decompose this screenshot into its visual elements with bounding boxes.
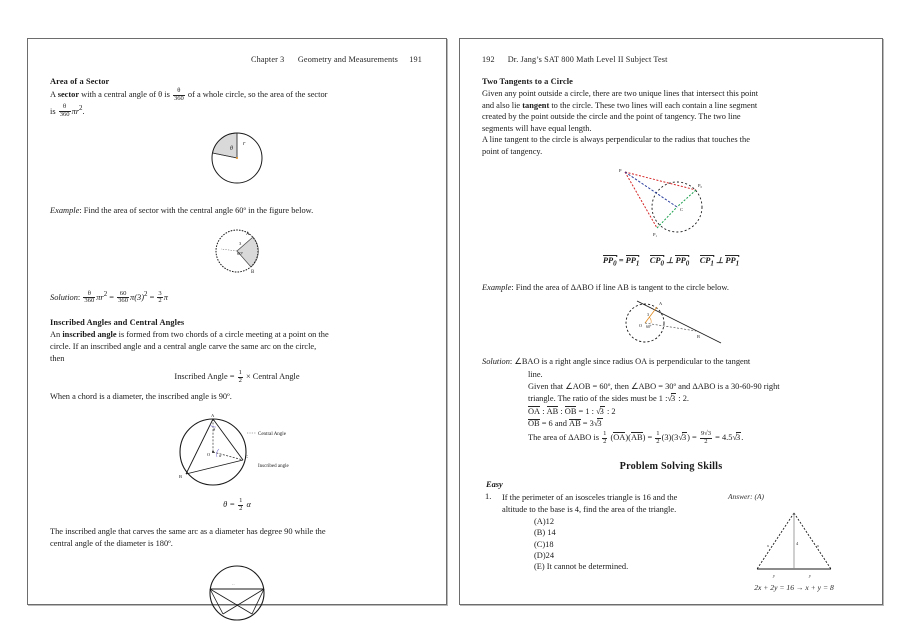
triangle-label-base-left-y: y — [773, 573, 775, 579]
fraction-numerator: 9√3 — [700, 429, 712, 437]
triangle-label-height: 4 — [796, 541, 799, 547]
subscript: 0 — [685, 259, 690, 268]
solution-sector-area: Solution: $\frac{\theta}{360}$ $\pi r^2$ = $\frac{60}{360}$ $\pi(3)^2$ = $\frac{3}{2}$ π — [50, 289, 168, 305]
line-P-to-center — [625, 172, 677, 207]
seg-text: PP — [675, 255, 686, 265]
fraction-one-half — [238, 370, 243, 385]
inscribed-label-C: C — [245, 453, 249, 459]
sector60-label-radius: 3 — [239, 240, 242, 246]
term-pi-3: π(3) — [130, 292, 144, 302]
chord-B-C — [186, 460, 243, 474]
label-difficulty-easy: Easy — [486, 480, 503, 490]
text-line-4: segments will have equal length. — [482, 123, 592, 133]
segment-OB-value: OB — [528, 419, 540, 429]
term-pi: π — [163, 292, 168, 302]
exponent: 2 — [143, 289, 148, 298]
tangent-label-P1: P₁ — [653, 231, 658, 237]
heading-problem-solving-skills: Problem Solving Skills — [619, 461, 723, 473]
solution-line-1: : ∠BAO is a right angle since radius OA is perpendicular to the tangent — [509, 357, 751, 367]
subscript: 0 — [613, 259, 617, 268]
sep: : — [540, 406, 547, 416]
paragraph-closing-inscribed — [50, 526, 424, 549]
caption-alpha: α — [244, 499, 251, 509]
text-frag: ( — [608, 432, 614, 442]
fraction-theta-over-360 — [173, 88, 185, 103]
chord-A-C — [213, 419, 243, 460]
tangent-label-P: P — [619, 167, 622, 173]
radius-C-to-P1 — [657, 207, 677, 228]
subscript: 1 — [635, 259, 640, 268]
abo-label-angle: 60º — [646, 324, 652, 330]
choice-e[interactable]: (E) It cannot be determined. — [534, 562, 629, 572]
text-line-3: then — [50, 353, 65, 363]
fraction-numerator: 1 — [238, 369, 242, 377]
fraction-denominator: 2 — [656, 437, 660, 445]
center-dot-O — [212, 451, 214, 453]
paragraph-example-abo — [482, 282, 860, 294]
diameter-label-mid: ·· — [232, 581, 235, 587]
inscribed-label-B: B — [179, 473, 183, 479]
figure-equation-perimeter: 2x + 2y = 16 → x + y = 8 — [754, 583, 834, 593]
fraction-denominator: 2 — [239, 504, 243, 512]
text-bold-tangent: tangent — [522, 100, 550, 110]
sector60-dashed-line — [221, 249, 237, 251]
fraction-denominator: 2 — [158, 297, 162, 305]
fraction-denominator: 360 — [59, 111, 70, 119]
heading-area-of-a-sector: Area of a Sector — [50, 77, 110, 86]
page-number-191: 191 — [409, 55, 422, 64]
figure-inscribed-angle-svg — [157, 411, 317, 491]
fraction-numerator: 1 — [603, 429, 607, 437]
paragraph-chord-diameter — [50, 391, 424, 403]
tangent-line-to-P0 — [625, 172, 696, 190]
inscribed-label-O: O — [207, 451, 211, 457]
text-frag: = 3 — [580, 419, 594, 429]
text-line-5: A line tangent to the circle is always perpendicular to the radius that touches the — [482, 135, 750, 145]
segment-OA-area: OA — [613, 432, 626, 442]
chord-A-B — [186, 419, 213, 474]
text-frag: is — [50, 106, 58, 116]
diameter-circle-outline — [210, 566, 264, 620]
text-frag: . — [741, 432, 744, 442]
fraction-denominator: 2 — [603, 437, 607, 445]
page-left — [27, 38, 447, 605]
term-pi-r: πr — [96, 292, 104, 302]
inscribed-label-theta: θ — [213, 426, 216, 432]
label-example: Example — [482, 282, 512, 292]
seg-text: CP — [699, 255, 711, 265]
tangent-label-C: C — [680, 206, 684, 212]
segment-AB-value: AB — [569, 419, 581, 429]
annotation-central-angle: Central Angle — [258, 431, 286, 437]
figure-two-tangents — [482, 166, 860, 247]
running-head-right-page — [482, 55, 860, 64]
figure-sector-theta-svg — [198, 129, 276, 187]
annotation-inscribed-angle: Inscribed angle — [258, 463, 289, 469]
figure-sector-60deg — [50, 223, 424, 284]
fraction-denominator: 2 — [700, 438, 712, 446]
abo-tangent-line — [637, 301, 721, 343]
solution-line-6: OB = 6 and AB = 3√3 — [528, 419, 602, 429]
text-frag: A — [50, 90, 58, 100]
formula-lhs: Inscribed Angle = — [174, 372, 237, 382]
equals-sign: = — [147, 292, 157, 302]
abo-label-B: B — [697, 334, 700, 340]
text-pi-r: πr — [71, 106, 80, 116]
sep: : — [558, 406, 565, 416]
segment-PP0-left — [603, 255, 617, 268]
segment-CP1 — [700, 255, 714, 268]
figure-isosceles-svg — [739, 507, 849, 579]
abo-label-radius: 3 — [647, 312, 649, 318]
caption-theta-equals: θ = — [223, 499, 238, 509]
figure-inscribed-angle — [50, 411, 424, 496]
formula-inscribed-angle — [50, 370, 424, 385]
fraction-numerator: 1 — [656, 429, 660, 437]
fraction-one-half-area — [602, 431, 607, 446]
fraction-3-2 — [157, 291, 162, 306]
text-frag: )( — [625, 432, 631, 442]
text-bold-inscribed-angle: inscribed angle — [62, 330, 117, 340]
label-solution: Solution — [50, 292, 78, 302]
triangle-label-right-x: x — [817, 543, 819, 549]
text-frag: with a central angle of θ is — [79, 90, 172, 100]
running-head-title: Geometry and Measurements — [297, 55, 398, 64]
subscript: 1 — [710, 259, 714, 268]
inscribed-label-alpha: α — [219, 452, 222, 458]
paragraph-inscribed-definition — [50, 329, 424, 364]
segment-AB-area: AB — [630, 432, 643, 442]
sector-label-r: r — [243, 141, 246, 148]
triangle-label-left-x: x — [767, 543, 769, 549]
perp-symbol: ⊥ — [713, 255, 726, 265]
equals-sign: = — [616, 255, 626, 265]
question-number: 1. — [485, 492, 492, 502]
choice-a[interactable]: (A)12 — [534, 517, 555, 527]
text-line-2: circle. If an inscribed angle and a central angle carve the same arc on the circle, — [50, 342, 317, 351]
segment-AB: AB — [546, 406, 559, 416]
figure-sector-60-svg — [201, 223, 273, 279]
text-frag: : 2. — [676, 394, 689, 404]
segment-OA: OA — [528, 406, 541, 416]
segment-OB: OB — [564, 406, 577, 416]
segment-PP0-right — [675, 255, 689, 268]
tangent-label-P0: P₀ — [698, 182, 703, 188]
segment-PP1-right — [725, 255, 739, 268]
equals-sign: = — [107, 292, 117, 302]
text-frag: (3)(3 — [661, 432, 679, 442]
seg-text: PP — [725, 255, 736, 265]
segment-CP0 — [650, 255, 664, 268]
choice-b[interactable]: (B) 14 — [534, 528, 556, 538]
text-example-body: : Find the area of sector with the central angle 60º in the figure below. — [79, 206, 314, 216]
fraction-numerator: θ — [87, 289, 91, 297]
seg-text: PP — [625, 255, 636, 265]
text-line-1: Given any point outside a circle, there are two unique lines that intersect this point — [482, 89, 759, 98]
exponent-2: 2 — [79, 103, 83, 112]
solution-line-7: The area of ΔABO is $\frac{1}{2}$ (OA)(AB) = $\frac{1}{2}$ (3)(3√3) = $\frac{9√3}{2}$ = 4.5√3. — [528, 429, 744, 445]
text-frag: = 1 : — [576, 406, 597, 416]
fraction-numerator: 60 — [119, 289, 127, 297]
figure-abo-svg — [601, 299, 741, 347]
figure-sector-theta — [50, 129, 424, 192]
sqrt-radicand: 3 — [736, 432, 741, 442]
text-frag: to the circle. These two lines will each contain a line segment — [549, 100, 758, 110]
paragraph-example-sector — [50, 205, 424, 217]
abo-label-A: A — [659, 301, 663, 307]
fraction-denominator: 2 — [238, 377, 242, 385]
text-line-1: The inscribed angle that carves the same arc as a diameter has degree 90 while the — [50, 527, 326, 537]
question-text-line-1: If the perimeter of an isosceles triangle is 16 and the — [502, 493, 678, 503]
text-frag: is formed from two chords of a circle meeting at a point on the — [116, 330, 329, 340]
label-solution: Solution — [482, 357, 510, 367]
seg-text: CP — [649, 255, 661, 265]
fraction-60-360 — [117, 291, 129, 306]
choice-d[interactable]: (D)24 — [534, 550, 555, 560]
fraction-numerator: 3 — [158, 289, 162, 297]
page-number-192: 192 — [482, 55, 495, 64]
text-frag: triangle. The ratio of the sides must be 1 : — [528, 394, 668, 404]
text-line: When a chord is a diameter, the inscribed angle is 90º. — [50, 392, 232, 402]
figure-isosceles-triangle — [728, 507, 860, 581]
sqrt-radicand: 3 — [681, 432, 687, 442]
fraction-theta-over-360-2 — [59, 104, 71, 119]
radius-C-to-P0 — [677, 190, 696, 207]
text-frag: : 2 — [604, 406, 616, 416]
triangle-right-side — [794, 513, 831, 569]
fraction-denominator: 360 — [84, 297, 95, 305]
paragraph-tangents — [482, 88, 860, 158]
question-text-line-2: altitude to the base is 4, find the area of the triangle. — [502, 504, 677, 514]
label-example: Example — [50, 206, 80, 216]
sector60-label-angle: 60º — [237, 250, 244, 256]
triangle-label-base-right-y: y — [809, 573, 811, 579]
segment-PP1 — [626, 255, 640, 268]
sector60-label-A: A — [246, 231, 250, 237]
text-frag: ) = — [687, 432, 699, 442]
answer-key-label: Answer: (A) — [728, 492, 764, 502]
fraction-one-half-caption — [238, 498, 243, 513]
fraction-numerator: θ — [63, 103, 67, 111]
heading-inscribed-angles: Inscribed Angles and Central Angles — [50, 318, 185, 328]
heading-two-tangents: Two Tangents to a Circle — [482, 77, 573, 86]
sqrt-radicand: 3 — [599, 406, 604, 416]
caption-theta-half-alpha — [50, 498, 424, 513]
text-frag: and also lie — [482, 100, 523, 110]
text-line-6: point of tangency. — [482, 146, 543, 156]
seg-text: PP — [602, 255, 614, 265]
sqrt-radicand: 3 — [597, 419, 602, 429]
text-line-2: central angle of the diameter is 180º. — [50, 539, 173, 549]
inscribed-label-A: A — [211, 412, 215, 418]
text-line-3: created by the point outside the circle and the point of tangency. The two line — [482, 112, 741, 122]
fraction-numerator: 1 — [239, 496, 243, 504]
abo-label-O: O — [639, 323, 643, 329]
fraction-theta-360-sol — [83, 291, 95, 306]
running-head-left-page — [50, 55, 424, 64]
choice-c[interactable]: (C)18 — [534, 539, 554, 549]
text-bold-sector: sector — [57, 90, 80, 100]
fraction-9root3-2 — [700, 431, 712, 446]
solution-triangle-abo — [482, 356, 860, 445]
running-head-chapter: Chapter 3 — [251, 55, 285, 64]
text-frag: ) = — [642, 432, 655, 442]
text-frag: = 4.5 — [713, 432, 733, 442]
exponent: 2 — [103, 289, 108, 298]
figure-triangle-abo — [482, 299, 860, 352]
question-row-1 — [482, 492, 860, 592]
text-frag: An — [50, 330, 63, 340]
running-head-book-title: Dr. Jang’s SAT 800 Math Level II Subject Test — [507, 55, 668, 64]
perp-symbol: ⊥ — [664, 255, 676, 265]
formula-rhs: × Central Angle — [243, 372, 300, 382]
paragraph-sector-definition — [50, 88, 424, 119]
fraction-numerator: θ — [177, 87, 181, 94]
sqrt-radicand: 3 — [671, 394, 676, 404]
solution-line-3: Given that ∠AOB = 60º, then ∠ABO = 30º and ΔABO is a 30-60-90 right — [528, 381, 780, 391]
formula-tangent-equalities — [482, 255, 860, 268]
figure-two-tangents-svg — [601, 166, 741, 242]
fraction-one-half-area-2 — [655, 431, 660, 446]
triangle-left-side — [757, 513, 794, 569]
answer-column — [728, 492, 860, 592]
answer-choices — [534, 516, 728, 572]
tangent-line-to-P1 — [625, 172, 657, 228]
fraction-denominator: 360 — [118, 297, 129, 305]
figure-diameter-inscribed — [50, 562, 424, 629]
sector-center-dot — [236, 157, 238, 159]
text-frag: of a whole circle, so the area of the sector — [185, 90, 328, 100]
page-right — [459, 38, 883, 605]
sector60-label-B: B — [251, 269, 255, 275]
text-frag: The area of ΔABO is — [528, 432, 602, 442]
solution-line-5: OA : AB : OB = 1 : √3 : 2 — [528, 406, 616, 416]
question-body — [502, 492, 728, 572]
text-frag: = 6 and — [539, 419, 570, 429]
text-example-body: : Find the area of ΔABO if line AB is tangent to the circle below. — [511, 282, 729, 292]
solution-line-4: triangle. The ratio of the sides must be 1 :√3 : 2. — [528, 394, 689, 404]
fraction-denominator: 360 — [173, 94, 184, 102]
subscript: 0 — [660, 259, 664, 268]
sector-label-theta: θ — [230, 146, 233, 153]
figure-diameter-svg — [197, 562, 277, 624]
solution-line-2: line. — [528, 369, 543, 379]
text-frag: . — [82, 106, 85, 116]
subscript: 1 — [735, 259, 740, 268]
